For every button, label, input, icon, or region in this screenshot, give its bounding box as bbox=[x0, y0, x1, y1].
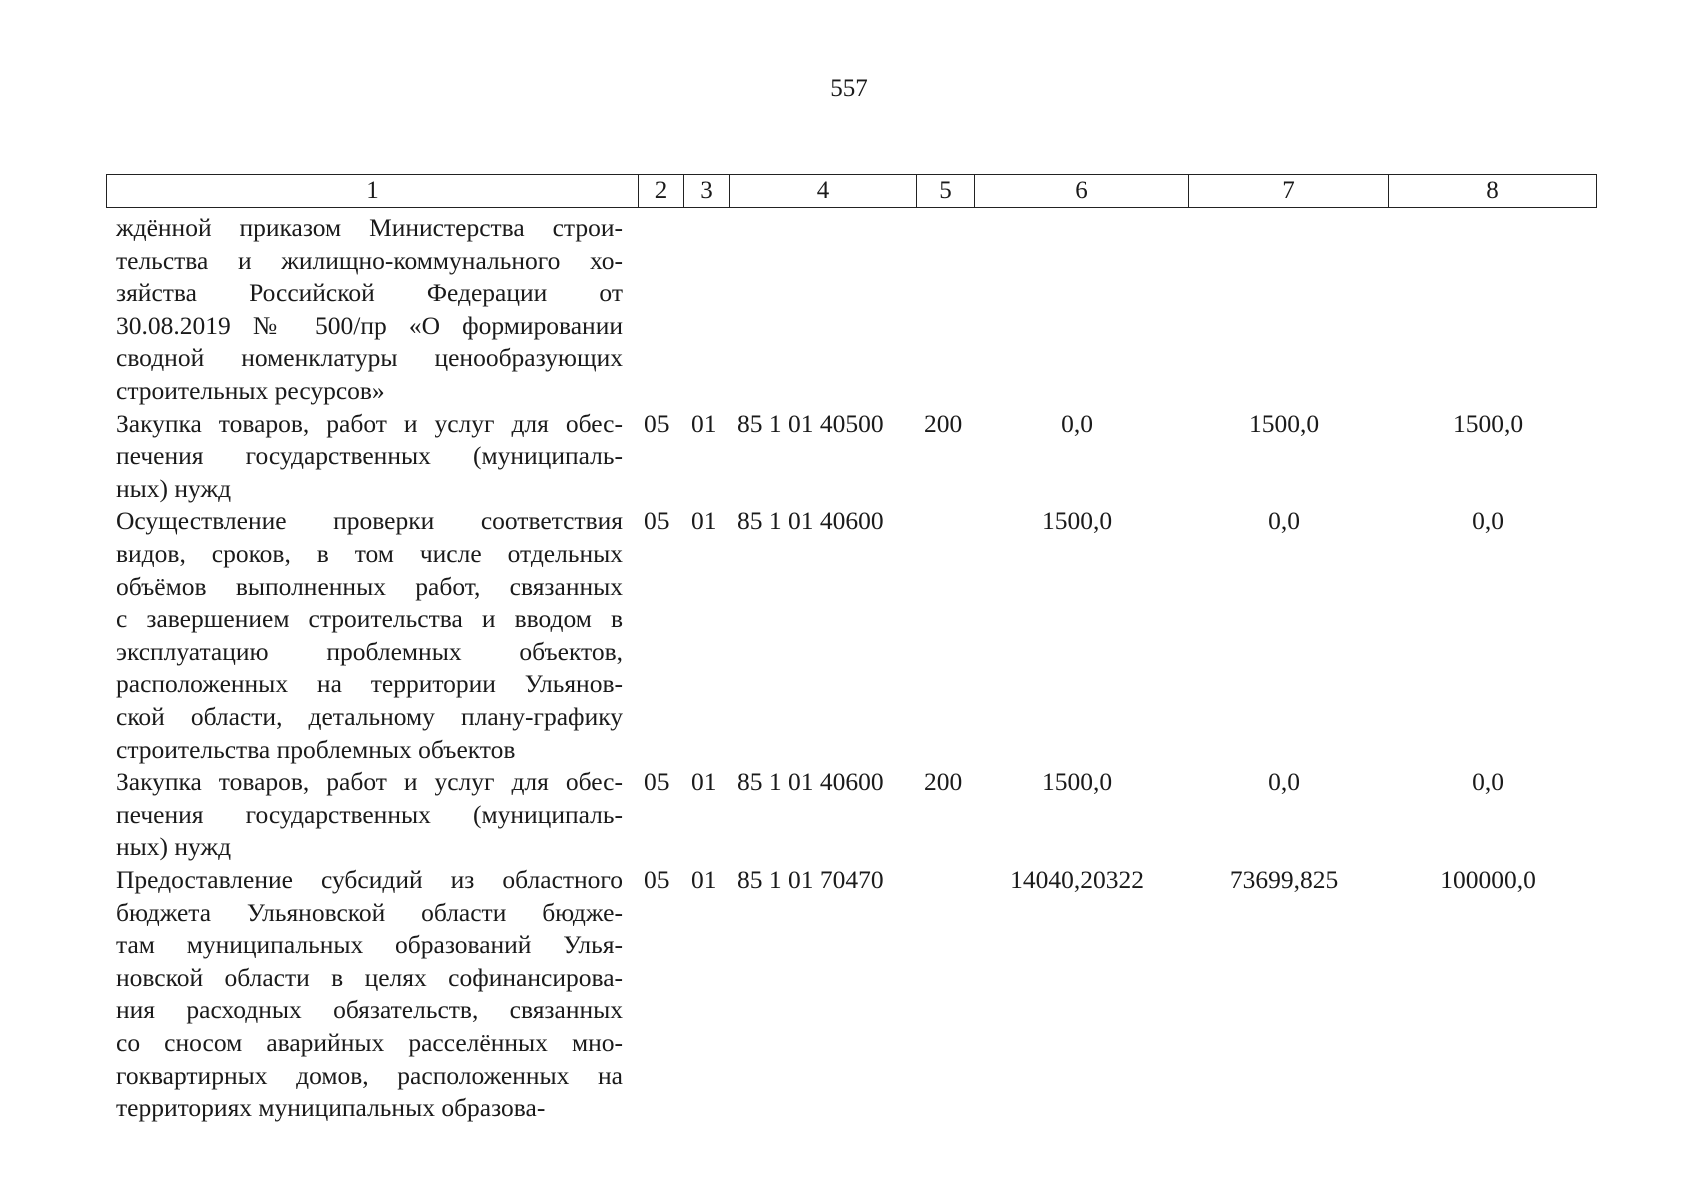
description-line: печения государственных (муниципаль- bbox=[116, 441, 623, 471]
cell-amount-year1: 14040,20322 bbox=[1010, 864, 1144, 894]
row-description bbox=[116, 505, 623, 766]
column-header-table bbox=[106, 174, 1597, 208]
cell-section: 05 bbox=[644, 767, 670, 797]
description-line: с завершением строительства и вводом в bbox=[116, 604, 623, 634]
description-line: Осуществление проверки соответствия bbox=[116, 506, 623, 536]
description-line: печения государственных (муниципаль- bbox=[116, 799, 623, 829]
cell-amount-year2: 73699,825 bbox=[1229, 864, 1339, 894]
header-col-5: 5 bbox=[917, 175, 975, 208]
page-number: 557 bbox=[830, 75, 868, 102]
header-col-3: 3 bbox=[684, 175, 730, 208]
row-description bbox=[116, 864, 623, 1125]
cell-expense-type: 200 bbox=[924, 408, 963, 438]
cell-section: 05 bbox=[644, 864, 670, 894]
description-line: там муниципальных образований Улья- bbox=[116, 930, 623, 960]
cell-subsection: 01 bbox=[691, 767, 717, 797]
cell-amount-year3: 1500,0 bbox=[1452, 408, 1524, 438]
description-line: территориях муниципальных образова- bbox=[116, 1093, 546, 1123]
cell-amount-year2: 0,0 bbox=[1268, 767, 1300, 797]
cell-amount-year2: 1500,0 bbox=[1248, 408, 1320, 438]
cell-amount-year3: 100000,0 bbox=[1440, 864, 1536, 894]
description-line: зяйства Российской Федерации от bbox=[116, 278, 623, 308]
header-col-7: 7 bbox=[1189, 175, 1389, 208]
description-line: строительства проблемных объектов bbox=[116, 734, 516, 764]
description-line: новской области в целях софинансирова- bbox=[116, 962, 623, 992]
description-line: Закупка товаров, работ и услуг для обес- bbox=[116, 767, 623, 797]
header-col-6: 6 bbox=[975, 175, 1189, 208]
cell-subsection: 01 bbox=[691, 864, 717, 894]
row-description bbox=[116, 408, 623, 506]
description-line: со сносом аварийных расселённых мно- bbox=[116, 1027, 623, 1057]
cell-subsection: 01 bbox=[691, 506, 717, 536]
table-body bbox=[0, 212, 1698, 1125]
header-col-2: 2 bbox=[639, 175, 684, 208]
cell-amount-year1: 1500,0 bbox=[1041, 506, 1113, 536]
description-line: тельства и жилищно-коммунального хо- bbox=[116, 245, 623, 275]
table-row bbox=[0, 505, 1698, 766]
header-col-1: 1 bbox=[107, 175, 639, 208]
cell-expense-type: 200 bbox=[924, 767, 963, 797]
description-line: ждённой приказом Министерства строи- bbox=[116, 213, 623, 242]
cell-section: 05 bbox=[644, 408, 670, 438]
cell-subsection: 01 bbox=[691, 408, 717, 438]
description-line: ных) нужд bbox=[116, 832, 232, 862]
row-description bbox=[116, 212, 623, 408]
description-line: бюджета Ульяновской области бюдже- bbox=[116, 897, 623, 927]
description-line: расположенных на территории Ульянов- bbox=[116, 669, 623, 699]
description-line: 30.08.2019 № 500/пр «О формировании bbox=[116, 310, 623, 340]
description-line: объёмов выполненных работ, связанных bbox=[116, 571, 623, 601]
description-line: гоквартирных домов, расположенных на bbox=[116, 1060, 623, 1090]
cell-target-article: 85 1 01 40500 bbox=[737, 408, 884, 438]
table-row bbox=[0, 864, 1698, 1125]
description-line: видов, сроков, в том числе отдельных bbox=[116, 538, 623, 568]
cell-section: 05 bbox=[644, 506, 670, 536]
description-line: Предоставление субсидий из областного bbox=[116, 864, 623, 894]
description-line: строительных ресурсов» bbox=[116, 375, 385, 405]
cell-amount-year2: 0,0 bbox=[1268, 506, 1300, 536]
table-row bbox=[0, 408, 1698, 506]
header-col-8: 8 bbox=[1389, 175, 1597, 208]
description-line: сводной номенклатуры ценообразующих bbox=[116, 343, 623, 373]
header-row bbox=[107, 175, 1597, 208]
description-line: эксплуатацию проблемных объектов, bbox=[116, 636, 623, 666]
description-line: Закупка товаров, работ и услуг для обес- bbox=[116, 408, 623, 438]
table-row bbox=[0, 212, 1698, 408]
cell-amount-year3: 0,0 bbox=[1472, 767, 1504, 797]
description-line: ния расходных обязательств, связанных bbox=[116, 995, 623, 1025]
description-line: ской области, детальному плану-графику bbox=[116, 701, 623, 731]
table-row bbox=[0, 766, 1698, 864]
cell-target-article: 85 1 01 70470 bbox=[737, 864, 884, 894]
cell-target-article: 85 1 01 40600 bbox=[737, 506, 884, 536]
cell-amount-year1: 1500,0 bbox=[1041, 767, 1113, 797]
cell-amount-year1: 0,0 bbox=[1061, 408, 1093, 438]
cell-amount-year3: 0,0 bbox=[1472, 506, 1504, 536]
header-col-4: 4 bbox=[730, 175, 917, 208]
cell-target-article: 85 1 01 40600 bbox=[737, 767, 884, 797]
description-line: ных) нужд bbox=[116, 473, 232, 503]
row-description bbox=[116, 766, 623, 864]
